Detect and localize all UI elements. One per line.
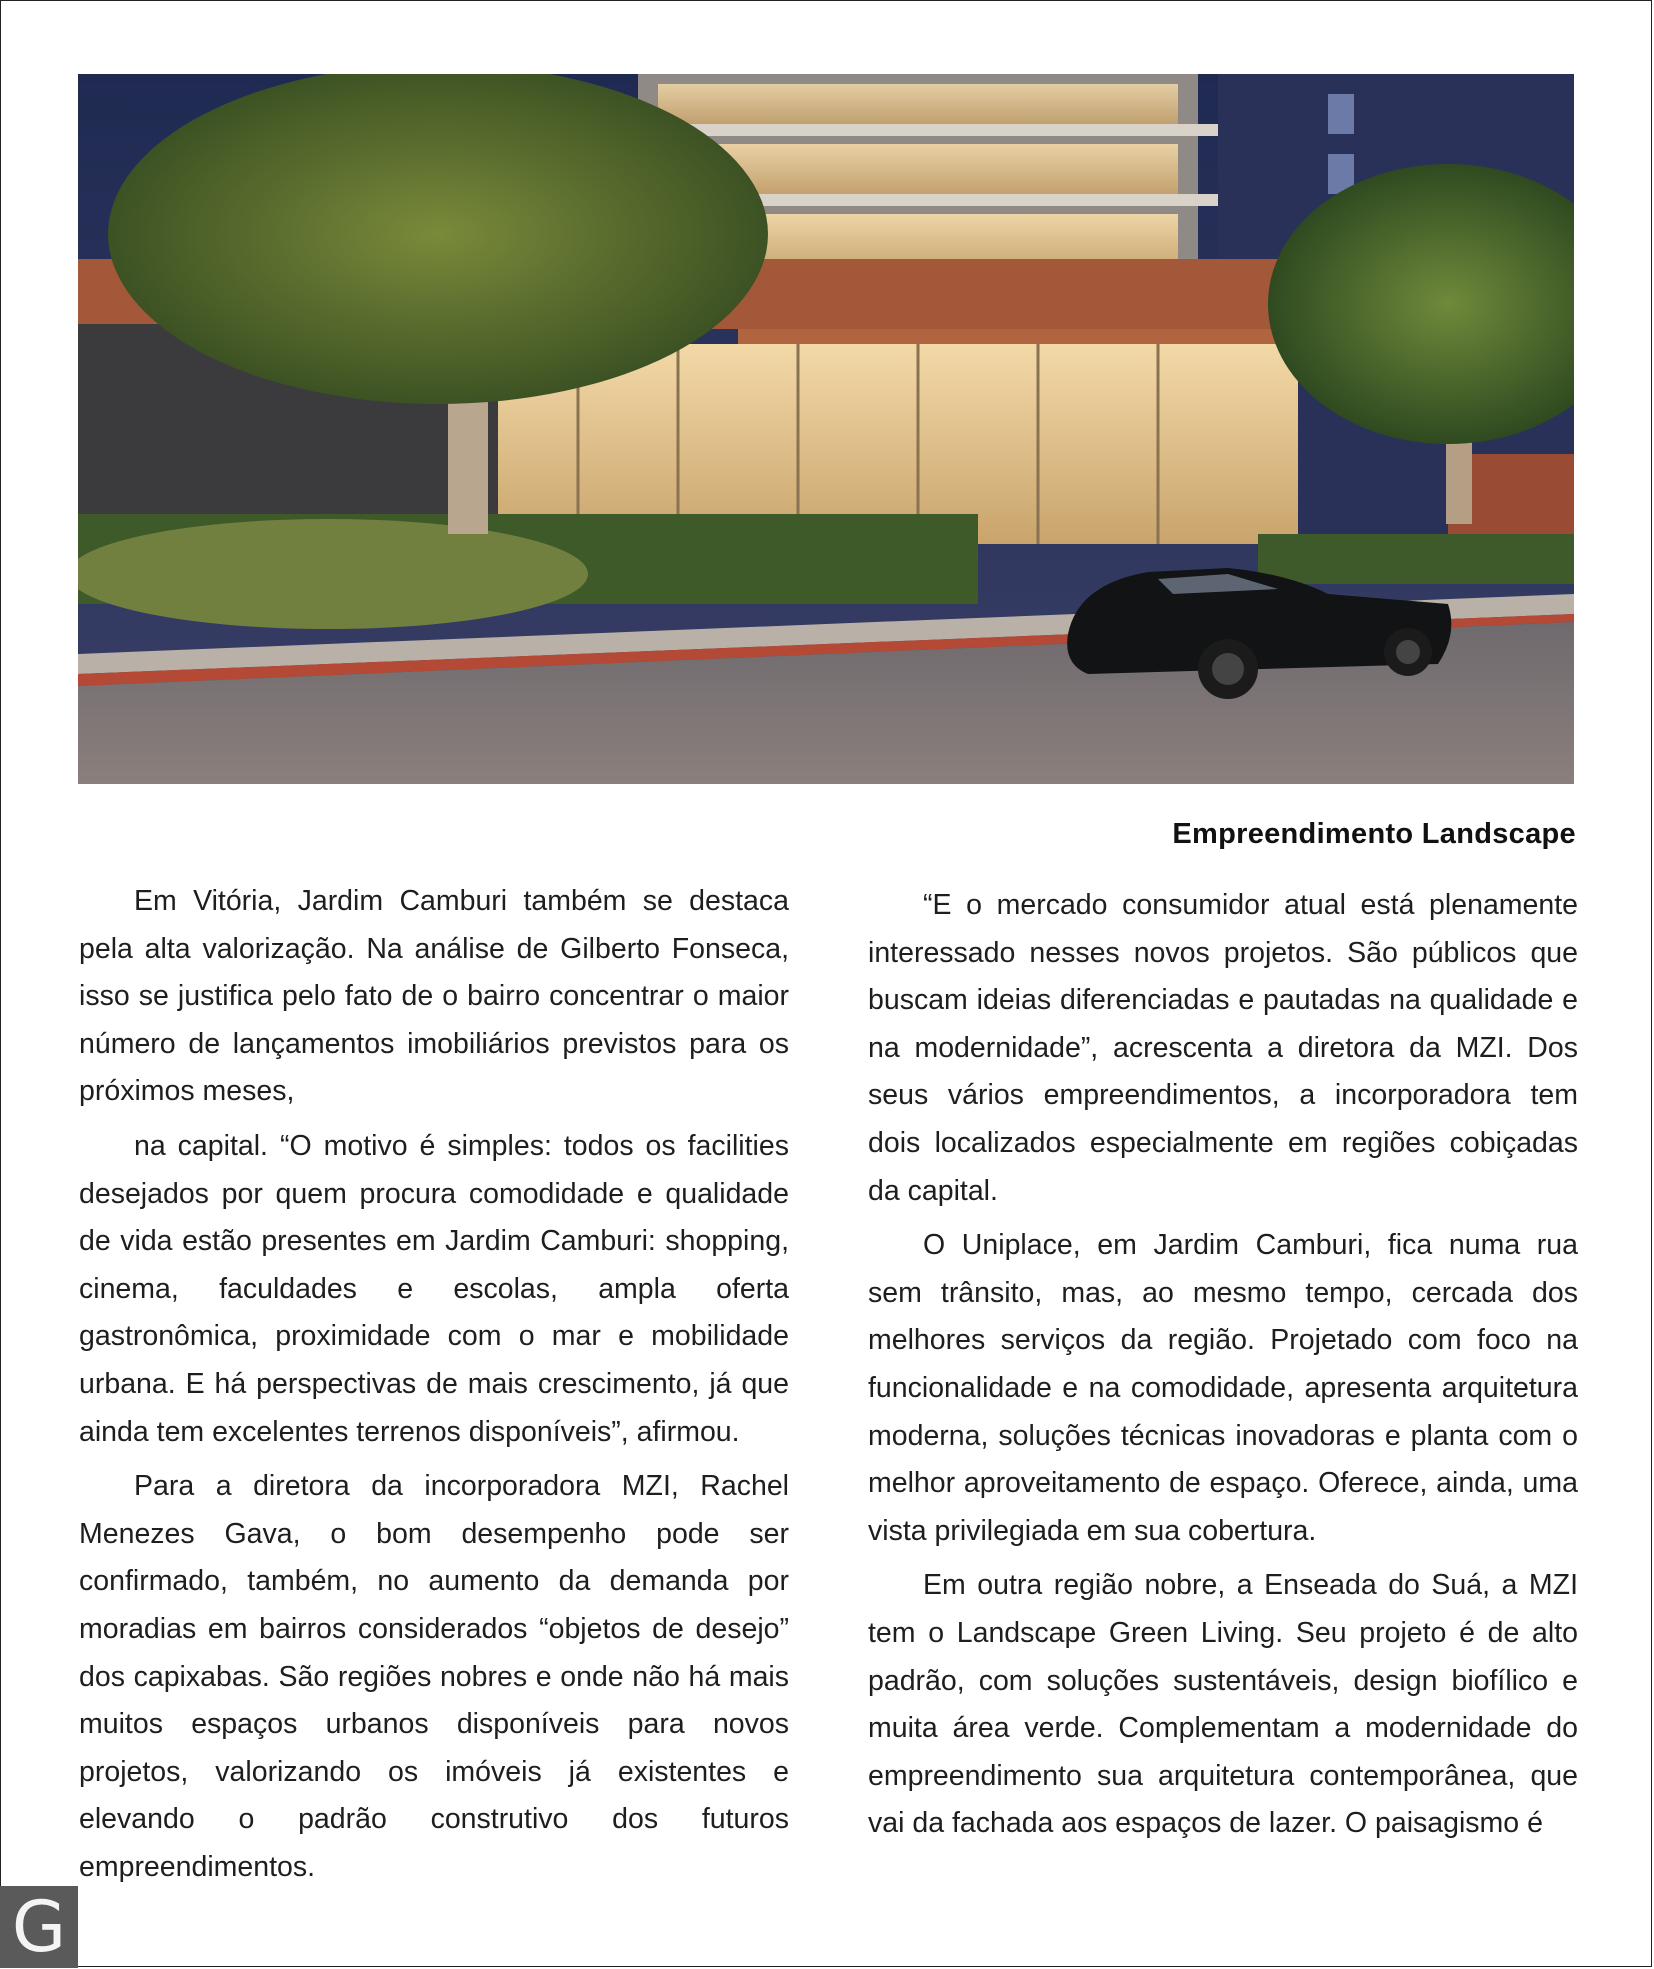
left-paragraph-1: Em Vitória, Jardim Camburi também se destaca pela alta valorização. Na análise de Gilberto Fonseca, isso se justifica pelo fato de o bairro concentrar o maior número de lançamentos imobiliários previstos para os próximos meses, (79, 885, 789, 1108)
right-column (868, 882, 1578, 1855)
left-paragraph-3: Para a diretora da incorporadora MZI, Rachel Menezes Gava, o bom desempenho pode ser confirmado, também, no aumento da demanda por moradias em bairros considerados “objetos de desejo” dos capixabas. São regiões nobres e onde não há mais muitos espaços urbanos disponíveis para novos projetos, valorizando os imóveis já existentes e elevando o padrão construtivo dos futuros empreendimentos. (79, 1470, 789, 1883)
right-paragraph-1: “E o mercado consumidor atual está plenamente interessado nesses novos projetos. São públicos que buscam ideias diferenciadas e pautadas na qualidade e na modernidade”, acrescenta a diretora da MZI. Dos seus vários empreendimentos, a incorporadora tem dois localizados especialmente em regiões cobiçadas da capital. (868, 889, 1578, 1207)
right-paragraph-2: O Uniplace, em Jardim Camburi, fica numa rua sem trânsito, mas, ao mesmo tempo, cercada dos melhores serviços da região. Projetado com foco na funcionalidade e na comodidade, apresenta arquitetura moderna, soluções técnicas inovadoras e planta com o melhor aproveitamento de espaço. Oferece, ainda, uma vista privilegiada em sua cobertura. (868, 1229, 1578, 1547)
building-illustration (78, 74, 1574, 784)
left-column (79, 878, 789, 1898)
photo-caption: Empreendimento Landscape (1172, 818, 1576, 850)
magazine-logo-badge: G (0, 1886, 78, 1968)
right-paragraph-3: Em outra região nobre, a Enseada do Suá, a MZI tem o Landscape Green Living. Seu projeto é de alto padrão, com soluções sustentáveis, design biofílico e muita área verde. Complementam a modernidade do empreendimento sua arquitetura contemporânea, que vai da fachada aos espaços de lazer. O paisagismo é (868, 1569, 1578, 1840)
building-photo (78, 74, 1574, 784)
left-paragraph-2: na capital. “O motivo é simples: todos os facilities desejados por quem procura comodidade e qualidade de vida estão presentes em Jardim Camburi: shopping, cinema, faculdades e escolas, ampla oferta gastronômica, proximidade com o mar e mobilidade urbana. E há perspectivas de mais crescimento, já que ainda tem excelentes terrenos disponíveis”, afirmou. (79, 1129, 789, 1448)
